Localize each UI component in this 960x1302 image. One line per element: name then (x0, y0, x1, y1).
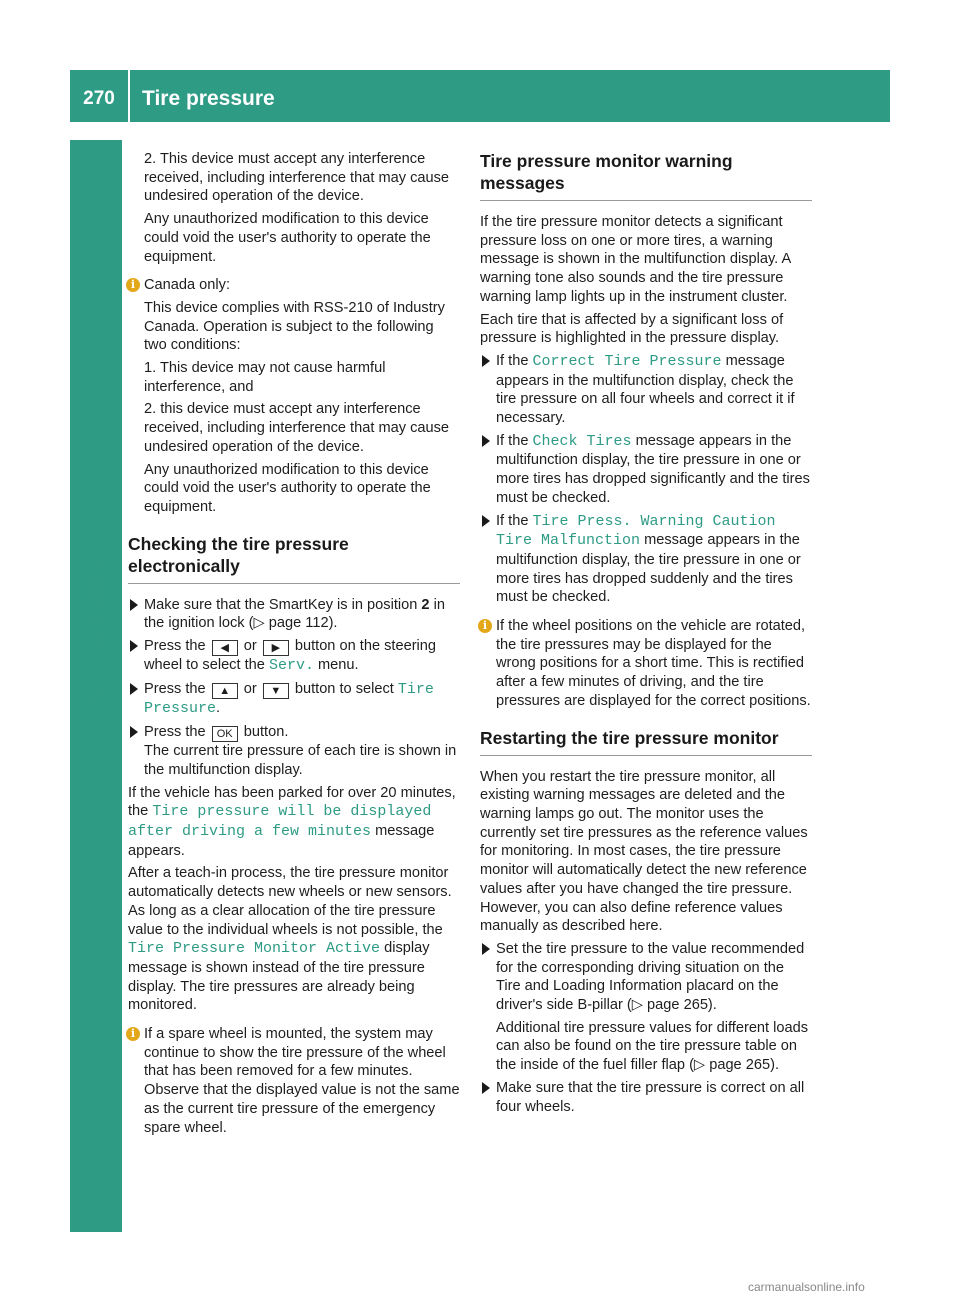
paragraph (128, 784, 460, 861)
watermark: carmanualsonline.info (748, 1280, 865, 1294)
instruction-step (480, 512, 812, 608)
step-arrow-icon (482, 355, 490, 367)
info-icon: i (126, 1027, 140, 1041)
right-key-icon: ▶ (263, 640, 289, 656)
up-key-icon: ▲ (212, 683, 238, 699)
paragraph: Additional tire pressure values for different loads can also be found on the tire pressure table on the inside of the fuel filler flap (▷ page 265). (496, 1019, 809, 1074)
display-text: Check Tires (532, 432, 632, 450)
paragraph: 1. This device may not cause harmful interference, and (144, 360, 386, 395)
paragraph: Any unauthorized modification to this device could void the user's authority to operate the equipment. (144, 461, 431, 515)
section-heading: Checking the tire pressure electronically (128, 533, 349, 576)
instruction-step (480, 432, 812, 508)
step-text: or (239, 638, 261, 655)
step-text: button on the steering wheel to select the (144, 638, 437, 674)
step-text: Make sure that the tire pressure is correct on all four wheels. (496, 1079, 805, 1115)
instruction-step (128, 680, 460, 719)
section-label: Wheels and tires (84, 545, 109, 720)
step-text: If the (496, 432, 533, 449)
info-note (128, 1025, 460, 1137)
step-text: button to select (290, 680, 398, 697)
step-text: If the (496, 352, 533, 369)
step-text: in the ignition lock (▷ page 112). (144, 596, 445, 632)
instruction-step (480, 1079, 812, 1116)
left-column (128, 150, 460, 1141)
section-heading: Restarting the tire pressure monitor (480, 727, 779, 748)
info-title: Canada only: (144, 277, 231, 294)
step-text: or (239, 680, 261, 697)
step-text: 2 (421, 596, 430, 613)
heading-rule (480, 755, 812, 756)
paragraph: If the wheel positions on the vehicle are rotated, the tire pressures may be displayed for the wrong positions for a short time. This is rectified after a few minutes of driving, and the tire pressures are displayed for the correct positions. (496, 618, 811, 709)
instruction-step (128, 596, 460, 633)
step-text: Press the (144, 680, 210, 697)
step-arrow-icon (482, 1082, 490, 1094)
step-text: menu. (313, 657, 359, 674)
step-text: Press the (144, 724, 210, 741)
paragraph (128, 864, 460, 1015)
header-divider (128, 70, 130, 122)
display-text: Tire Pressure (144, 680, 434, 718)
paragraph: If a spare wheel is mounted, the system may continue to show the tire pressure of the wheel that has been removed for a few minutes. Observe that the displayed value is not the same as the current tire pressure of the emergency spare wheel. (144, 1026, 460, 1136)
step-arrow-icon (130, 683, 138, 695)
step-arrow-icon (130, 726, 138, 738)
paragraph: 2. This device must accept any interference received, including interference that may cause undesired operation of the device. (144, 151, 450, 205)
display-text: Tire pressure will be displayed after driving a few minutes (128, 803, 432, 840)
instruction-step (128, 637, 460, 676)
heading-rule (480, 200, 812, 201)
paragraph: If the tire pressure monitor detects a significant pressure loss on one or more tires, a warning message is shown in the multifunction display. A warning tone also sounds and the tire pressure warning lamp lights up in the instrument cluster. (480, 214, 791, 305)
display-text: Correct Tire Pressure (532, 352, 722, 370)
step-text: . (216, 700, 221, 717)
info-icon: i (126, 278, 140, 292)
info-icon: i (478, 619, 492, 633)
step-text: message appears in the multifunction display, the tire pressure in one or more tires has dropped suddenly and the tires must be checked. (496, 532, 801, 606)
step-arrow-icon (482, 943, 490, 955)
info-note (128, 276, 460, 516)
instruction-step (480, 940, 812, 1015)
instruction-step (480, 352, 812, 428)
step-arrow-icon (130, 640, 138, 652)
right-column (480, 150, 812, 1120)
page-number: 270 (83, 88, 115, 109)
step-text: button. (239, 724, 289, 741)
paragraph-text: After a teach-in process, the tire pressure monitor automatically detects new wheels or new sensors. As long as a clear allocation of the tire pressure value to the individual wheels is not possible, the (128, 865, 452, 938)
left-key-icon: ◀ (212, 640, 238, 656)
step-arrow-icon (130, 599, 138, 611)
step-text: If the (496, 512, 533, 529)
paragraph: When you restart the tire pressure monitor, all existing warning messages are deleted and the warning lamps go out. The monitor uses the currently set tire pressures as the reference values for monitoring. In most cases, the tire pressure monitor will automatically detect the new reference values after you have changed the tire pressure. However, you can also define reference values manually as described here. (480, 768, 808, 935)
step-text: Set the tire pressure to the value recommended for the corresponding driving situation on the Tire and Loading Information placard on the driver's side B-pillar (▷ page 265). (496, 940, 805, 1014)
step-arrow-icon (482, 435, 490, 447)
paragraph-text: If the vehicle has been parked for over 20 minutes, the (128, 784, 456, 820)
step-text: Make sure that the SmartKey is in position (144, 596, 422, 613)
heading-rule (128, 583, 460, 584)
info-note (480, 617, 812, 711)
paragraph: Any unauthorized modification to this device could void the user's authority to operate the equipment. (144, 211, 431, 265)
ok-key-icon: OK (212, 726, 238, 742)
step-arrow-icon (482, 515, 490, 527)
step-text: message appears in the multifunction display, check the tire pressure on all four wheels and correct it if necessary. (496, 352, 795, 427)
down-key-icon: ▼ (263, 683, 289, 699)
step-text: message appears in the multifunction display, the tire pressure in one or more tires has dropped significantly and the tires must be checked. (496, 432, 810, 506)
paragraph: This device complies with RSS-210 of Industry Canada. Operation is subject to the following two conditions: (144, 299, 445, 354)
page-title: Tire pressure (142, 87, 275, 110)
paragraph: Each tire that is affected by a significant loss of pressure is highlighted in the pressure display. (480, 311, 784, 347)
display-text: Tire Press. Warning Caution Tire Malfunction (496, 512, 776, 550)
step-text: Press the (144, 638, 210, 655)
section-heading: Tire pressure monitor warning messages (480, 151, 733, 193)
paragraph-text: message appears. (128, 822, 435, 859)
paragraph-text: display message is shown instead of the tire pressure display. The tire pressures are already being monitored. (128, 940, 430, 1014)
paragraph: 2. this device must accept any interference received, including interference that may cause undesired operation of the device. (144, 401, 450, 455)
display-text: Serv. (268, 657, 314, 675)
display-text: Tire Pressure Monitor Active (128, 940, 381, 958)
page-header (70, 70, 890, 122)
instruction-step (128, 723, 460, 779)
step-text: The current tire pressure of each tire is shown in the multifunction display. (144, 743, 457, 778)
